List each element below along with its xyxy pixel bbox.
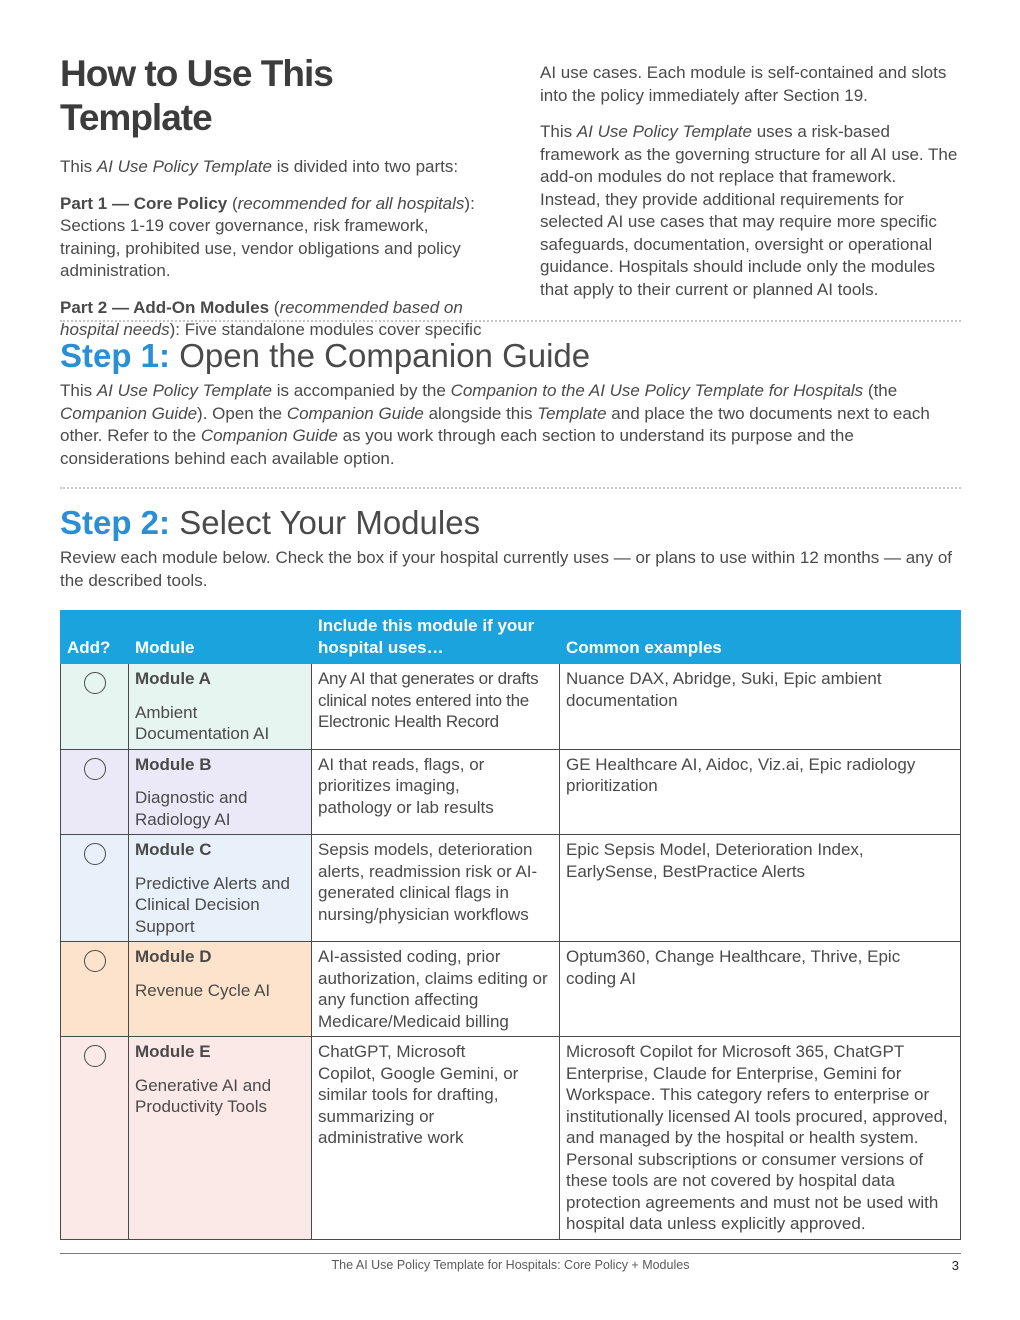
- part1-text: Sections 1-19 cover governance, risk framework, training, prohibited use, vendor obligations and policy administration.: [60, 216, 461, 280]
- step1-text: [60, 380, 961, 470]
- part2-text: Five standalone modules cover specific: [180, 320, 482, 339]
- header-module: Module: [129, 611, 312, 664]
- examples-cell: Optum360, Change Healthcare, Thrive, Epic coding AI: [560, 942, 961, 1037]
- text-run: This: [60, 381, 97, 400]
- add-cell: [61, 942, 129, 1037]
- text-run-italic: Companion Guide: [200, 426, 338, 445]
- text-run: ):: [169, 320, 181, 339]
- table-row: [61, 942, 961, 1037]
- footer-rule: [60, 1253, 961, 1254]
- add-cell: [61, 749, 129, 835]
- part1-label: Part 1 — Core Policy: [60, 193, 228, 213]
- text-run: (: [269, 297, 280, 317]
- module-d-radio[interactable]: [84, 950, 106, 972]
- module-description: Diagnostic and Radiology AI: [135, 788, 248, 829]
- framework-paragraph: [540, 121, 961, 301]
- text-run-italic: AI Use Policy Template: [576, 122, 752, 141]
- module-cell: [129, 1037, 312, 1240]
- text-run: as you work through each section to understand its purpose and the considerations behind each available option.: [60, 426, 854, 468]
- text-run: (the: [863, 381, 898, 400]
- table-row: [61, 1037, 961, 1240]
- text-run: This: [60, 157, 97, 176]
- intro-left-column: [60, 52, 485, 356]
- module-name: Module A: [135, 669, 211, 688]
- include-cell: ChatGPT, Microsoft Copilot, Google Gemini, or similar tools for drafting, summarizing or administrative work: [312, 1037, 560, 1240]
- module-cell: [129, 942, 312, 1037]
- module-name: Module B: [135, 754, 212, 774]
- text-run-italic: Companion Guide: [286, 403, 424, 423]
- module-name: Module E: [135, 1042, 211, 1061]
- module-a-radio[interactable]: [84, 672, 106, 694]
- include-cell: Any AI that generates or drafts clinical notes entered into the Electronic Health Record: [312, 664, 560, 750]
- module-description: Predictive Alerts and Clinical Decision Support: [135, 873, 290, 936]
- text-run-italic: AI Use Policy Template: [96, 381, 272, 400]
- module-c-radio[interactable]: [84, 843, 106, 865]
- modules-table: [60, 610, 961, 1240]
- include-cell: Sepsis models, deterioration alerts, readmission risk or AI-generated clinical flags in nursing/physician workflows: [312, 835, 560, 942]
- include-cell: AI-assisted coding, prior authorization, claims editing or any function affecting Medicare/Medicaid billing: [312, 942, 560, 1037]
- module-b-radio[interactable]: [84, 758, 106, 780]
- text-run: ). Open the: [197, 403, 287, 423]
- header-add: Add?: [61, 611, 129, 664]
- part2-note: recommended based on hospital needs: [60, 297, 463, 339]
- part1-paragraph: [60, 193, 485, 283]
- text-run: alongside this: [423, 403, 538, 423]
- module-description: Revenue Cycle AI: [135, 980, 271, 1000]
- step1-number: Step 1:: [60, 337, 171, 374]
- text-run: ):: [464, 193, 475, 213]
- examples-cell: Nuance DAX, Abridge, Suki, Epic ambient documentation: [560, 664, 961, 750]
- step1-heading: [60, 336, 590, 376]
- page-number: 3: [951, 1258, 959, 1273]
- examples-cell: GE Healthcare AI, Aidoc, Viz.ai, Epic radiology prioritization: [560, 749, 961, 835]
- modules-paragraph: AI use cases. Each module is self-contained and slots into the policy immediately after Section 19.: [540, 63, 947, 105]
- table-row: [61, 664, 961, 750]
- add-cell: [61, 664, 129, 750]
- module-cell: [129, 835, 312, 942]
- document-page: [60, 0, 961, 1320]
- text-run-italic: Companion Guide: [60, 403, 198, 423]
- step2-number: Step 2:: [60, 504, 171, 541]
- dotted-divider: [60, 320, 961, 322]
- module-cell: [129, 749, 312, 835]
- text-run-italic: Template: [537, 403, 607, 423]
- page-title: How to Use This Template: [60, 53, 333, 138]
- module-e-radio[interactable]: [84, 1045, 106, 1067]
- text-run: is divided into two parts:: [271, 157, 459, 176]
- text-run: is accompanied by the: [271, 381, 451, 400]
- module-cell: [129, 664, 312, 750]
- module-description: Generative AI and Productivity Tools: [135, 1075, 272, 1116]
- table-header-row: [61, 611, 961, 664]
- step1-title: Open the Companion Guide: [170, 337, 591, 374]
- dotted-divider: [60, 487, 961, 489]
- module-name: Module C: [135, 840, 212, 859]
- text-run: and place the two documents next to each other. Refer to the: [60, 403, 930, 445]
- text-run-italic: Companion to the AI Use Policy Template for Hospitals: [450, 381, 864, 400]
- text-run: (: [227, 193, 238, 213]
- text-run: uses a risk-based framework as the governing structure for all AI use. The add-on modules do not replace that framework. Instead, they provide additional requirements for selected AI use cases that may require more specific safeguards, documentation, oversight or operational guidance. Hospitals should include only the modules that apply to their current or planned AI tools.: [540, 122, 958, 299]
- module-name: Module D: [135, 947, 212, 966]
- step2-text: Review each module below. Check the box if your hospital currently uses — or plans to use within 12 months — any of the described tools.: [60, 548, 953, 590]
- module-description: Ambient Documentation AI: [135, 702, 270, 743]
- examples-cell: Epic Sepsis Model, Deterioration Index, EarlySense, BestPractice Alerts: [560, 835, 961, 942]
- add-cell: [61, 835, 129, 942]
- footer-text: The AI Use Policy Template for Hospitals: Core Policy + Modules: [331, 1258, 690, 1272]
- intro-right-column: [540, 62, 961, 315]
- header-examples: Common examples: [560, 611, 961, 664]
- include-cell: AI that reads, flags, or prioritizes imaging, pathology or lab results: [312, 749, 560, 835]
- part2-paragraph: [60, 297, 485, 342]
- step2-title: Select Your Modules: [170, 504, 481, 541]
- text-run-italic: AI Use Policy Template: [96, 157, 272, 176]
- step2-heading: [60, 503, 480, 543]
- part2-label: Part 2 — Add-On Modules: [60, 297, 270, 317]
- table-row: [61, 749, 961, 835]
- examples-cell: Microsoft Copilot for Microsoft 365, ChatGPT Enterprise, Claude for Enterprise, Gemini for Workspace. This category refers to enterprise or institutionally licensed AI tools procured, approved, and managed by the hospital or health system. Personal subscriptions or consumer versions of these tools are not covered by hospital data protection agreements and must not be used with hospital data unless explicitly approved.: [560, 1037, 961, 1240]
- add-cell: [61, 1037, 129, 1240]
- header-include: Include this module if your hospital uses…: [312, 611, 560, 664]
- intro-paragraph: [60, 156, 485, 179]
- text-run: This: [540, 122, 577, 141]
- table-row: [61, 835, 961, 942]
- part1-note: recommended for all hospitals: [237, 193, 465, 213]
